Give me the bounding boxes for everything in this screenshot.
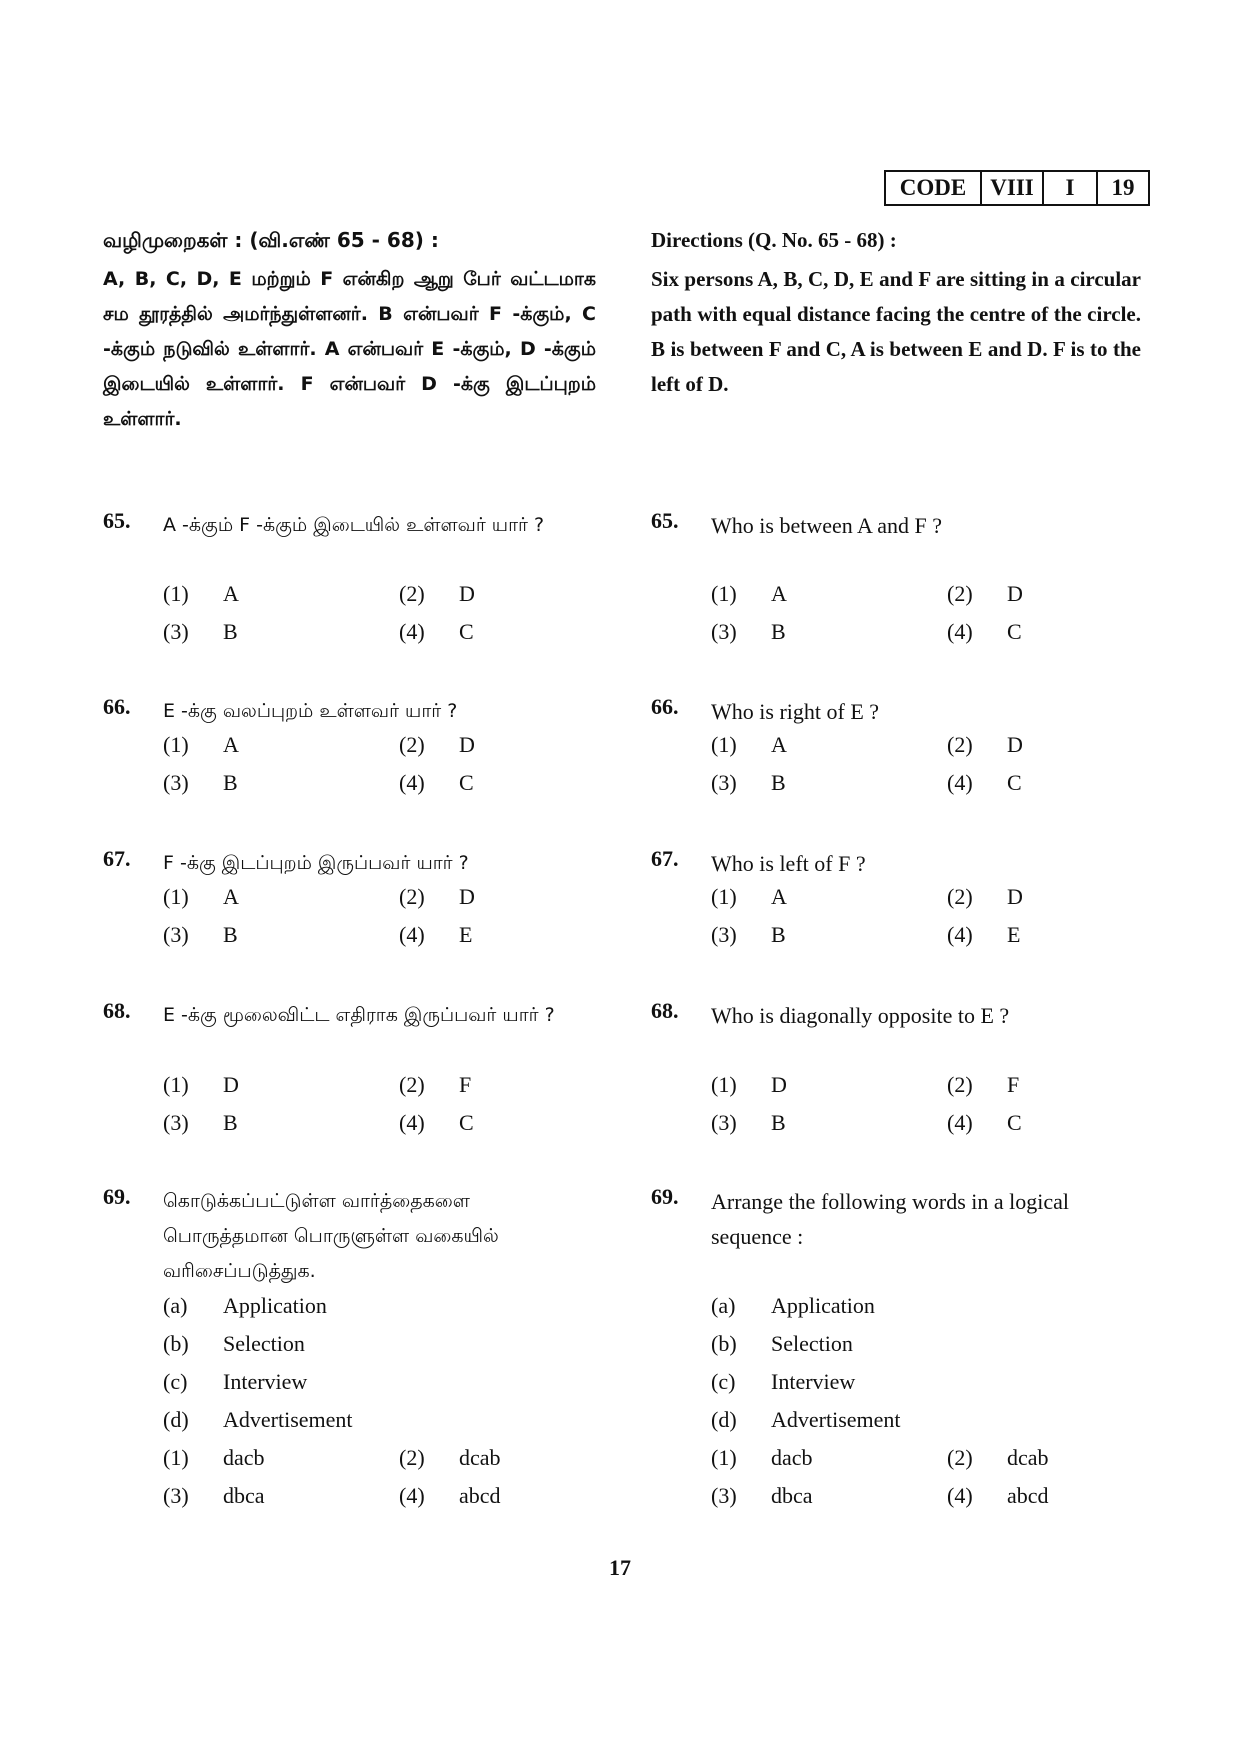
question-number: 66. [103, 694, 131, 719]
question: 68. E -க்கு மூலைவிட்ட எதிராக இருப்பவர் யார் ? (1) D (2) F (3) B (4) C [103, 998, 596, 1118]
question-number: 68. [103, 998, 131, 1023]
directions-title: வழிமுறைகள் : (வி.எண் 65 - 68) : [103, 228, 439, 252]
question-number: 69. [651, 1184, 679, 1209]
question-number: 68. [651, 998, 679, 1023]
question: 65. A -க்கும் F -க்கும் இடையில் உள்ளவர் யார் ? (1) A (2) D (3) B (4) C [103, 508, 596, 628]
question-number: 65. [103, 508, 131, 533]
page-number: 17 [609, 1555, 631, 1580]
question-text: Who is left of F ? [711, 851, 866, 876]
code-value: 19 [1096, 172, 1148, 204]
question-number: 67. [651, 846, 679, 871]
question-text: E -க்கு வலப்புறம் உள்ளவர் யார் ? [163, 700, 458, 722]
question-text: Who is between A and F ? [711, 513, 942, 538]
question-number: 66. [651, 694, 679, 719]
question: 65. Who is between A and F ? (1) A (2) D (3) B (4) C [651, 508, 1141, 628]
directions-body: A, B, C, D, E மற்றும் F என்கிற ஆறு பேர் வட்டமாக சம தூரத்தில் அமர்ந்துள்ளனர். B என்பவர் F -க்கும், C -க்கும் நடுவில் உள்ளார். A என்பவர் E -க்கும், D -க்கும் இடையில் உள்ளார். F என்பவர் D -க்கு இடப்புறம் உள்ளார். [103, 268, 596, 430]
question-number: 69. [103, 1184, 131, 1209]
directions-title: Directions (Q. No. 65 - 68) : [651, 228, 897, 252]
question: 66. Who is right of E ? (1) A (2) D (3) B (4) C [651, 694, 1141, 804]
question-text: கொடுக்கப்பட்டுள்ள வார்த்தைகளை பொருத்தமான பொருளுள்ள வகையில் வரிசைப்படுத்துக. [163, 1190, 499, 1282]
question: 67. F -க்கு இடப்புறம் இருப்பவர் யார் ? (1) A (2) D (3) B (4) E [103, 846, 596, 956]
question: 68. Who is diagonally opposite to E ? (1) D (2) F (3) B (4) C [651, 998, 1141, 1118]
code-label: CODE [899, 175, 967, 200]
question: 69. கொடுக்கப்பட்டுள்ள வார்த்தைகளை பொருத்தமான பொருளுள்ள வகையில் வரிசைப்படுத்துக. (a) Application (b) Selection (c) Interview (d) Advertisement (1) dacb (2) dcab (3) dbca (4) abcd [103, 1184, 596, 1514]
directions-body: Six persons A, B, C, D, E and F are sitting in a circular path with equal distance facing the centre of the circle. B is between F and C, A is between E and D. F is to the left of D. [651, 267, 1141, 396]
question: 66. E -க்கு வலப்புறம் உள்ளவர் யார் ? (1) A (2) D (3) B (4) C [103, 694, 596, 804]
question-text: F -க்கு இடப்புறம் இருப்பவர் யார் ? [163, 852, 469, 874]
question-text: A -க்கும் F -க்கும் இடையில் உள்ளவர் யார் ? [163, 514, 545, 536]
question-number: 65. [651, 508, 679, 533]
question: 69. Arrange the following words in a logical sequence : (a) Application (b) Selection (c) Interview (d) Advertisement (1) dacb (2) dcab (3) dbca (4) abcd [651, 1184, 1141, 1514]
question-text: E -க்கு மூலைவிட்ட எதிராக இருப்பவர் யார் ? [163, 1004, 555, 1026]
english-column [651, 0, 1141, 1755]
question-text: Who is right of E ? [711, 699, 880, 724]
question-text: Arrange the following words in a logical sequence : [711, 1189, 1070, 1249]
question: 67. Who is left of F ? (1) A (2) D (3) B (4) E [651, 846, 1141, 956]
code-value: I [1042, 172, 1096, 204]
question-number: 67. [103, 846, 131, 871]
question-text: Who is diagonally opposite to E ? [711, 1003, 1010, 1028]
code-value: VIII [980, 172, 1042, 204]
tamil-column [103, 0, 596, 1755]
